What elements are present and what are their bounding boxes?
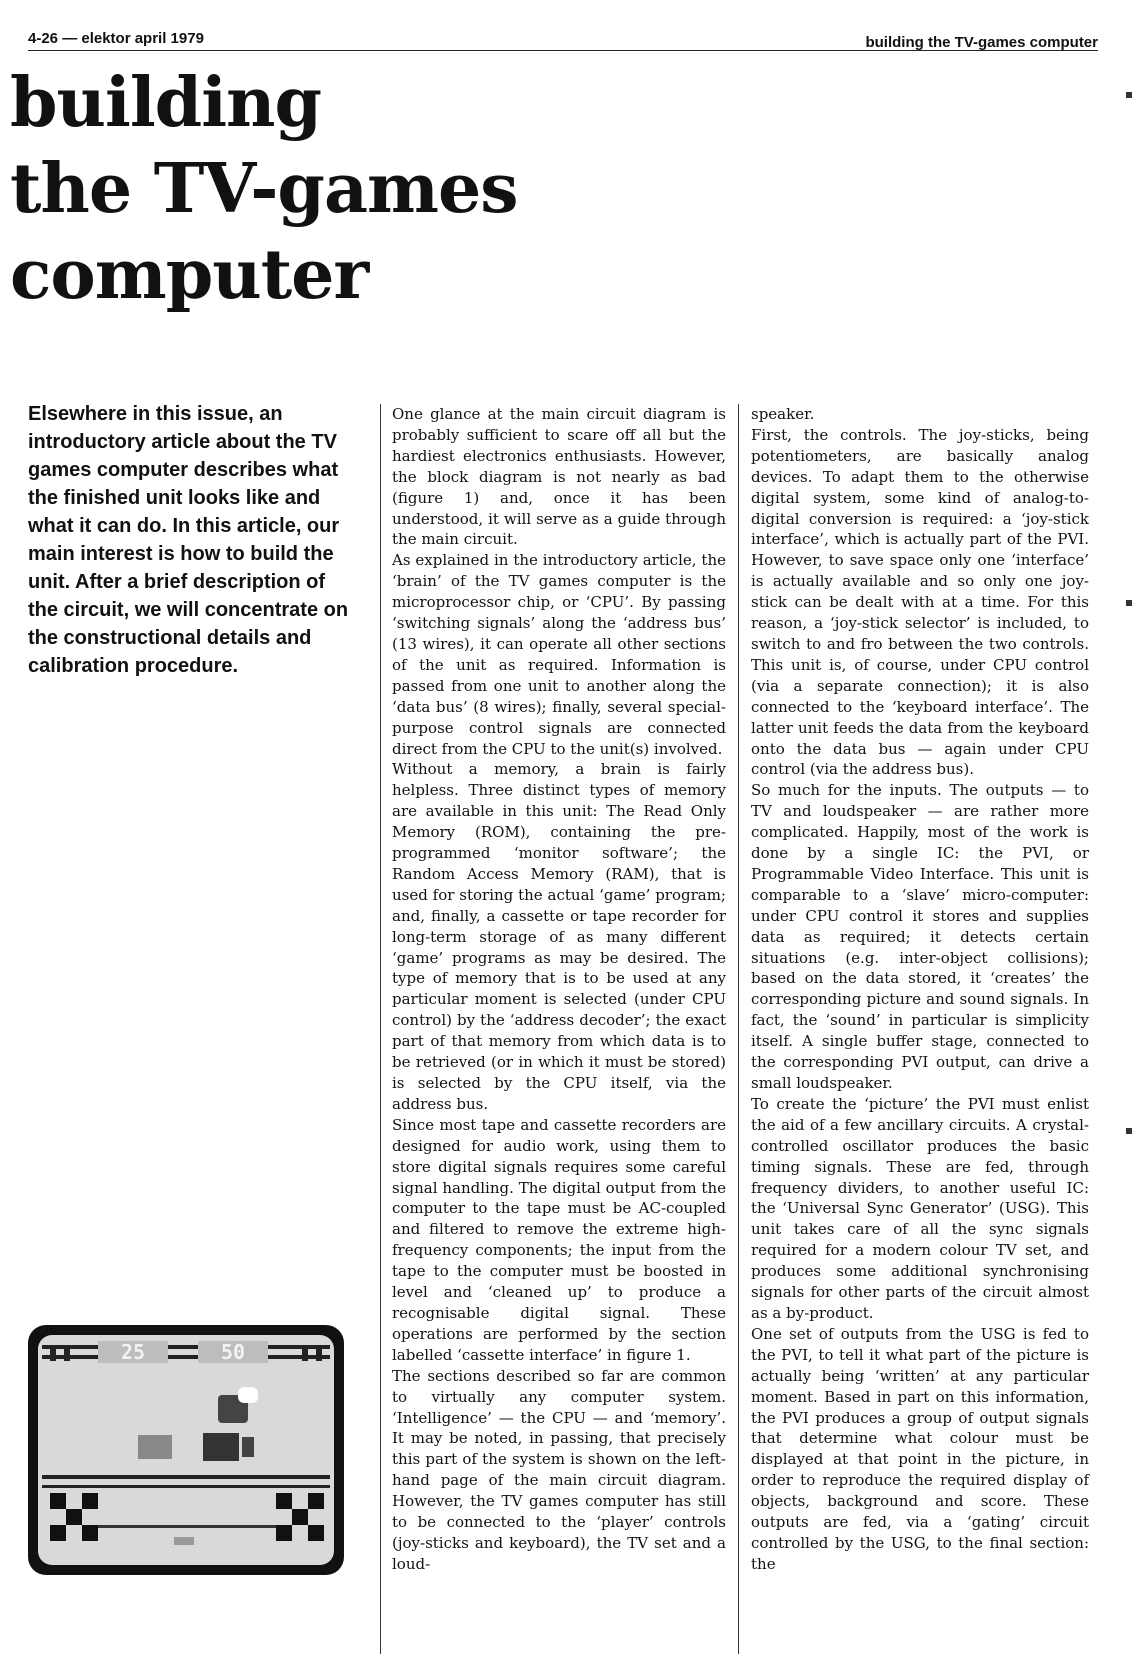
tv-screen-image [28, 1325, 344, 1575]
paragraph: To create the ‘picture’ the PVI must enlist the aid of a few ancillary circuits. A crystal-controlled oscillator produces the basic timing signals. These are fed, through frequency dividers, to another useful IC: the ‘Universal Sync Generator’ (USG). This unit takes care of all the sync signals required for a modern colour TV set, and produces some additional synchronising signals for other parts of the circuit almost as a by-product. [751, 1094, 1089, 1322]
paragraph: Without a memory, a brain is fairly helpless. Three distinct types of memory are available in this unit: The Read Only Memory (ROM), containing the pre-programmed ‘monitor software’; the Random Access Memory (RAM), that is used for storing the actual ‘game’ program; and, finally, a cassette or tape recorder for long-term storage of as many different ‘game’ programs as may be desired. The type of memory that is to be used at any particular moment is selected (under CPU control) by the ‘address decoder’; the exact part of that memory from which data is to be retrieved (or in which it must be stored) is selected by the CPU itself, via the address bus. [392, 760, 726, 1113]
column-divider-1 [380, 404, 381, 1654]
title-line-3: computer [10, 235, 369, 315]
header-rule [28, 50, 1098, 51]
margin-mark [1126, 1128, 1132, 1134]
margin-mark [1126, 600, 1132, 606]
page-header-right: building the TV-games computer [865, 34, 1098, 51]
page-header-left: 4-26 — elektor april 1979 [28, 30, 204, 47]
paragraph: As explained in the introductory article, the ‘brain’ of the TV games computer is the microprocessor chip, or ‘CPU’. By passing ‘switching signals’ along the ‘address bus’ (13 wires), it can operate all other sections of the unit as required. Information is passed from one unit to another along the ‘data bus’ (8 wires); finally, several special-purpose control signals are connected direct from the CPU to the unit(s) involved. [392, 551, 726, 758]
article-title [10, 60, 650, 318]
score-left: 25 [120, 1340, 146, 1364]
column-divider-2 [738, 404, 739, 1654]
paragraph: So much for the inputs. The outputs — to TV and loudspeaker — are rather more complicated. Happily, most of the work is done by a single IC: the PVI, or Programmable Video Interface. This unit is comparable to a ‘slave’ micro-computer: under CPU control it stores and supplies data as required; it detects certain situations (e.g. inter-object collisions); based on the data stored, it ‘creates’ the corresponding picture and sound signals. In fact, the ‘sound’ in particular is simplicity itself. A single buffer stage, connected to the corresponding PVI output, can drive a small loudspeaker. [751, 781, 1089, 1092]
score-right: 50 [220, 1340, 246, 1364]
paragraph: Since most tape and cassette recorders are designed for audio work, using them to store digital signals requires some careful signal handling. The digital output from the computer to the tape must be AC-coupled and filtered to remove the extreme high-frequency components; the input from the tape to the computer must be boosted in level and ‘cleaned up’ to produce a recognisable digital signal. These operations are performed by the section labelled ‘cassette interface’ in figure 1. [392, 1115, 726, 1364]
paragraph: The sections described so far are common to virtually any computer system. ‘Intelligence’ — the CPU — and ‘memory’. It may be noted, in passing, that precisely this part of the system is shown on the left-hand page of the main circuit diagram. However, the TV games computer has still to be connected to the ‘player’ controls (joy-sticks and keyboard), the TV set and a loud- [392, 1366, 726, 1573]
title-line-2: the TV-games [10, 149, 518, 229]
tv-screen-photo [28, 1325, 344, 1575]
margin-mark [1126, 92, 1132, 98]
text-column-2 [751, 404, 1089, 1575]
paragraph: One glance at the main circuit diagram is probably sufficient to scare off all but the hardiest electronics enthusiasts. However, the block diagram is not nearly as bad (figure 1) and, once it has been understood, it will serve as a guide through the main circuit. [392, 405, 726, 549]
paragraph: First, the controls. The joy-sticks, being potentiometers, are basically analog devices. To adapt them to the otherwise digital system, some kind of analog-to-digital conversion is required: a ‘joy-stick interface’, which is actually part of the PVI. However, to save space only one ‘interface’ is actually available and so only one joy-stick can be dealt with at a time. For this reason, a ‘joy-stick selector’ is included, to switch to and fro between the two controls. This unit is, of course, under CPU control (via a separate connection); it is also connected to the ‘keyboard interface’. The latter unit feeds the data from the keyboard onto the data bus — again under CPU control (via the address bus). [751, 425, 1089, 779]
paragraph: One set of outputs from the USG is fed to the PVI, to tell it what part of the picture is actually being ‘written’ at any particular moment. Based in part on this information, the PVI produces a group of output signals that determine what colour must be displayed at that point in the picture, in order to reproduce the required display of objects, background and score. These outputs are fed, via a ‘gating’ circuit controlled by the USG, to the final section: the [751, 1324, 1089, 1573]
title-line-1: building [10, 63, 322, 143]
text-column-1 [392, 404, 726, 1575]
paragraph: speaker. [751, 405, 815, 423]
intro-paragraph: Elsewhere in this issue, an introductory article about the TV games computer describes what the finished unit looks like and what it can do. In this article, our main interest is how to build the unit. After a brief description of the circuit, we will concentrate on the constructional details and calibration procedure. [28, 403, 349, 677]
